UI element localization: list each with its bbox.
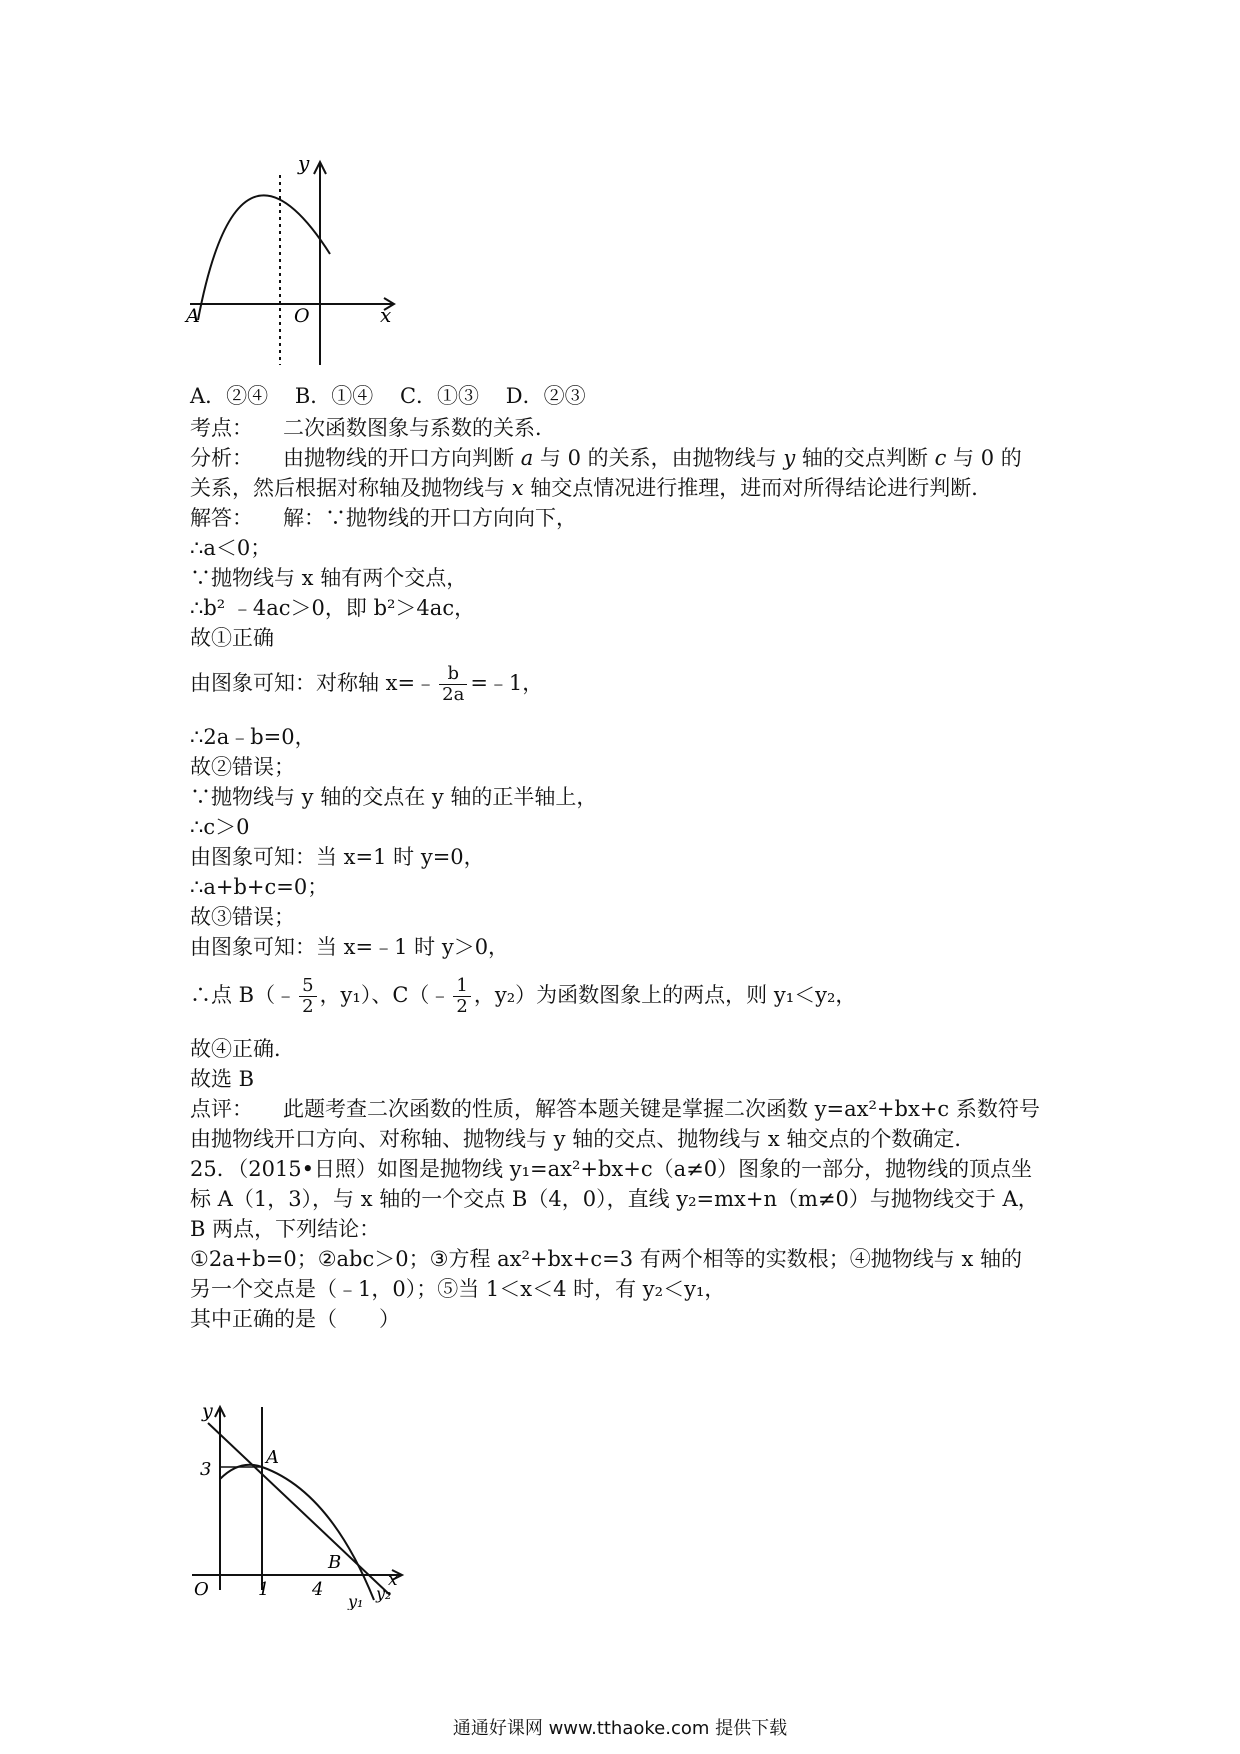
parabola-curve: [198, 195, 330, 320]
graph2-A-label: A: [266, 1447, 279, 1468]
fraction-b-over-2a: [439, 664, 467, 705]
graph1-y-label: y: [298, 151, 310, 175]
kaodian-line: [190, 413, 556, 443]
q25-line-4: ①2a+b=0；②abc＞0；③方程 ax²+bx+c=3 有两个相等的实数根；④抛物线与 x 轴的: [190, 1247, 1022, 1271]
kaodian-text: 二次函数图象与系数的关系．: [283, 416, 556, 440]
fenxi-text: 轴的交点判断: [801, 446, 928, 470]
graph2-y1-label: y₁: [348, 1592, 364, 1610]
graph2-x-label: x: [388, 1570, 398, 1590]
jieda-text: 由图象可知：对称轴 x=﹣: [190, 671, 437, 695]
choice-d: D．②③: [505, 384, 586, 408]
graph2-O-label: O: [194, 1579, 209, 1600]
q25-line-5: 另一个交点是（﹣1，0）；⑤当 1＜x＜4 时，有 y₂＜y₁，: [190, 1277, 726, 1301]
graph2-y2-label: y₂: [376, 1584, 392, 1603]
q25-line-2: 标 A（1，3），与 x 轴的一个交点 B（4，0），直线 y₂=mx+n（m≠0）与抛物线交于 A，: [190, 1187, 1039, 1211]
jieda-step-6: [190, 658, 543, 708]
fraction-1-over-2: [453, 976, 470, 1017]
choice-c: C．①③: [399, 384, 480, 408]
graph2-tick-1: 1: [258, 1579, 270, 1600]
fenxi-line-2: 关系，然后根据对称轴及抛物线与 x 轴交点情况进行推理，进而对所得结论进行判断．: [190, 476, 993, 500]
jieda-step-2: ∴a＜0；: [190, 536, 272, 560]
fenxi-text: 关系，然后根据对称轴及抛物线与: [190, 476, 505, 500]
answer-choices: [190, 381, 586, 411]
jieda-step-8: 故②错误；: [190, 755, 295, 779]
fraction-denominator: 2a: [442, 684, 465, 705]
fenxi-line-1: 分析： 由抛物线的开口方向判断 a 与 0 的关系，由抛物线与 y 轴的交点判断 c 与 0 的: [190, 446, 1022, 470]
fraction-5-over-2: [299, 976, 316, 1017]
jieda-step-12: ∴a+b+c=0；: [190, 875, 329, 899]
fraction-numerator: 5: [299, 976, 316, 997]
jieda-step-15: [190, 970, 856, 1020]
fraction-denominator: 2: [456, 996, 468, 1017]
fenxi-text: 由抛物线的开口方向判断: [283, 446, 514, 470]
parabola-y1: [220, 1465, 374, 1600]
jieda-step-3: ∵抛物线与 x 轴有两个交点，: [190, 566, 468, 590]
jieda-step-17: 故选 B: [190, 1067, 255, 1091]
graph1-O-label: O: [294, 305, 310, 327]
fenxi-label: 分析：: [190, 446, 253, 470]
jieda-step-7: ∴2a﹣b=0，: [190, 725, 316, 749]
graph1-A-label: A: [186, 305, 200, 327]
jieda-text: =﹣1，: [470, 671, 544, 695]
graph2-tick-4: 4: [312, 1579, 324, 1600]
fraction-numerator: b: [439, 664, 467, 685]
jieda-step-9: ∵抛物线与 y 轴的交点在 y 轴的正半轴上，: [190, 785, 598, 809]
graph2-tick-3: 3: [200, 1459, 212, 1480]
parabola-line-graph-2: [180, 1395, 420, 1610]
jieda-label: 解答：: [190, 506, 253, 530]
jieda-step-13: 故③错误；: [190, 905, 295, 929]
kaodian-label: 考点：: [190, 416, 253, 440]
q25-line-1: 25．（2015•日照）如图是抛物线 y₁=ax²+bx+c（a≠0）图象的一部分，抛物线的顶点坐: [190, 1157, 1033, 1181]
fraction-denominator: 2: [302, 996, 314, 1017]
fraction-numerator: 1: [453, 976, 470, 997]
jieda-step-16: 故④正确．: [190, 1037, 295, 1061]
jieda-text: ，y₂）为函数图象上的两点，则 y₁＜y₂，: [473, 983, 857, 1007]
graph2-B-label: B: [328, 1552, 342, 1573]
choice-b: B．①④: [294, 384, 374, 408]
q25-line-3: B 两点，下列结论：: [190, 1217, 381, 1241]
q25-line-6: 其中正确的是（ ）: [190, 1307, 400, 1331]
page-footer: 通通好课网 www.tthaoke.com 提供下载: [452, 1718, 788, 1739]
jieda-step-10: ∴c＞0: [190, 815, 250, 839]
jieda-line-1: [190, 503, 577, 533]
jieda-step-4: ∴b² ﹣4ac＞0，即 b²＞4ac，: [190, 596, 476, 620]
jieda-step-5: 故①正确: [190, 626, 274, 650]
fenxi-text: 与 0 的: [953, 446, 1022, 470]
dianping-text: 此题考查二次函数的性质，解答本题关键是掌握二次函数 y=ax²+bx+c 系数符号: [283, 1097, 1040, 1121]
jieda-step-14: 由图象可知：当 x=﹣1 时 y＞0，: [190, 935, 510, 959]
dianping-label: 点评：: [190, 1097, 253, 1121]
line-y2: [208, 1423, 390, 1595]
jieda-step-11: 由图象可知：当 x=1 时 y=0，: [190, 845, 485, 869]
jieda-step: 解：∵抛物线的开口方向向下，: [283, 506, 577, 530]
dianping-line-2: 由抛物线开口方向、对称轴、抛物线与 y 轴的交点、抛物线与 x 轴交点的个数确定．: [190, 1127, 976, 1151]
choice-a: A．②④: [190, 384, 269, 408]
jieda-text: ，y₁）、C（﹣: [319, 983, 451, 1007]
parabola-graph-1: [180, 150, 410, 375]
graph1-x-label: x: [380, 303, 392, 327]
graph2-y-label: y: [202, 1400, 213, 1422]
fenxi-text: 轴交点情况进行推理，进而对所得结论进行判断．: [530, 476, 993, 500]
dianping-line-1: [190, 1094, 1040, 1124]
fenxi-text: 与 0 的关系，由抛物线与: [539, 446, 777, 470]
jieda-text: ∴点 B（﹣: [190, 983, 297, 1007]
